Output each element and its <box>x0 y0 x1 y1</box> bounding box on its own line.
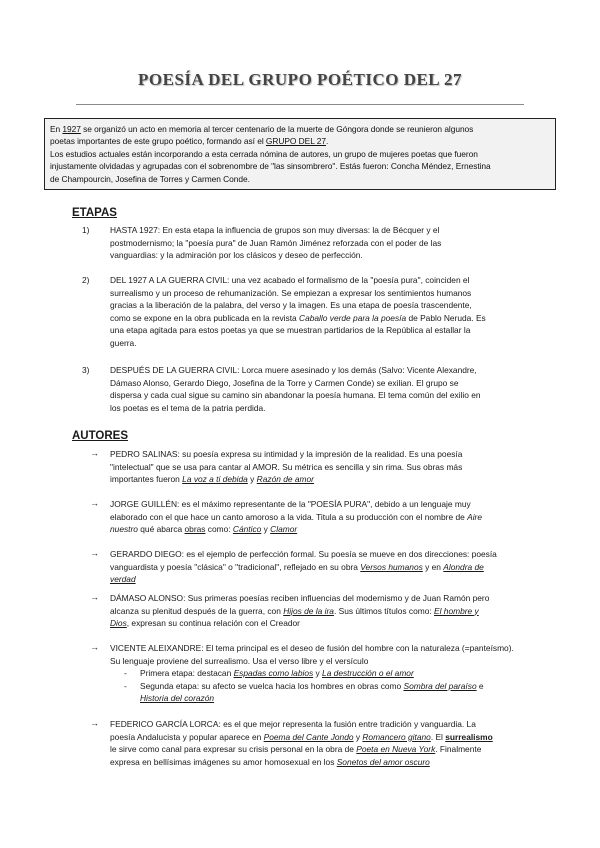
work-title: Alondra de <box>443 561 484 572</box>
etapa-number: 2) <box>82 275 90 285</box>
work-title: Cántico <box>232 524 262 535</box>
work-title: Espadas como labios <box>233 668 314 679</box>
sub-item <box>124 680 540 693</box>
autor-text: y <box>353 731 363 742</box>
intro-line: Los estudios actuales están incorporando a esta cerrada nómina de autores, un grupo de mujeres poetas que fueron <box>50 148 478 159</box>
etapa-number: 3) <box>82 365 90 375</box>
autor-line <box>110 473 540 486</box>
autor-text: expresa en bellísimas imágenes su amor homosexual en los <box>110 756 337 767</box>
work-title: La destrucción o el amor <box>322 668 414 679</box>
autor-item <box>90 592 540 630</box>
autor-item <box>90 642 540 705</box>
autor-text: elaborado con el que hace un canto amoroso a la vida. Titula a su producción con el nombre de <box>110 511 468 522</box>
work-title: Hijos de la ira <box>283 605 334 616</box>
autor-line: JORGE GUILLÉN: es el máximo representante de la "POESÍA PURA", debido a un lenguaje muy <box>110 499 471 509</box>
work-title: Romancero gitano <box>362 731 431 742</box>
autor-line: GERARDO DIEGO: es el ejemplo de perfección formal. Su poesía se mueve en dos direcciones: poesía <box>110 549 497 559</box>
work-title: Versos humanos <box>360 561 423 572</box>
etapa-line <box>110 312 526 325</box>
autor-text: qué abarca <box>137 524 185 535</box>
work-title: Poeta en Nueva York <box>356 744 436 755</box>
work-title: verdad <box>110 574 136 585</box>
autor-line: Su lenguaje proviene del surrealismo. Usa el verso libre y el versículo <box>110 655 369 666</box>
etapa-line: una etapa agitada para estos poetas ya que se muestran partidarios de la República al estallar la <box>110 325 471 336</box>
autor-text: y en <box>422 561 444 572</box>
etapa-item <box>82 274 526 350</box>
autor-text: . Sus últimos títulos como: <box>333 605 435 616</box>
autor-item <box>90 498 540 536</box>
etapa-text: de Pablo Neruda. Es <box>406 312 486 323</box>
work-title: Aire <box>467 511 483 522</box>
etapa-item <box>82 364 526 414</box>
etapa-line: HASTA 1927: En esta etapa la influencia de grupos son muy diversas: la de Bécquer y el <box>110 225 440 235</box>
autor-item <box>90 548 540 586</box>
arrow-bullet-icon: → <box>90 592 99 602</box>
autor-line: VICENTE ALEIXANDRE: El tema principal es el deseo de fusión del hombre con la naturaleza (=panteísmo). <box>110 643 514 653</box>
intro-line <box>50 123 550 135</box>
work-title: El hombre y <box>434 605 479 616</box>
etapa-line: los poetas es el tema de la patria perdida. <box>110 402 266 413</box>
autor-text: como: <box>205 524 233 535</box>
autor-line <box>110 605 540 618</box>
arrow-bullet-icon: → <box>90 498 99 508</box>
sub-item <box>124 667 540 680</box>
autor-text: alcanza su plenitud después de la guerra, con <box>110 605 284 616</box>
intro-text: . <box>325 136 329 147</box>
intro-year: 1927 <box>62 124 81 134</box>
work-title: nuestro <box>110 524 138 535</box>
etapa-line: DESPUÉS DE LA GUERRA CIVIL: Lorca muere asesinado y los demás (Salvo: Vicente Alexandre, <box>110 365 477 375</box>
autor-text: e <box>476 680 484 691</box>
etapa-number: 1) <box>82 225 90 235</box>
autor-text: y <box>261 524 271 535</box>
etapa-line: vanguardias: y la admiración por los clásicos y deseo de perfección. <box>110 250 363 261</box>
etapa-line: DEL 1927 A LA GUERRA CIVIL: una vez acabado el formalismo de la "poesía pura", coinciden el <box>110 275 470 285</box>
autor-line: "intelectual" que se usa para cantar al AMOR. Su métrica es sencilla y sin rima. Sus obras más <box>110 461 463 472</box>
dash-bullet: - <box>124 668 127 679</box>
autor-text: importantes fueron <box>110 474 183 485</box>
arrow-bullet-icon: → <box>90 642 99 652</box>
work-title: Caballo verde para la poesía <box>299 312 407 323</box>
intro-line <box>50 135 550 147</box>
etapa-item <box>82 224 526 262</box>
autor-line: FEDERICO GARCÍA LORCA: es el que mejor representa la fusión entre tradición y vanguardia. La <box>110 719 476 729</box>
autor-line <box>110 731 540 744</box>
intro-group-name: GRUPO DEL 27 <box>265 136 326 147</box>
autor-text: , expresan su continua relación con el Creador <box>126 618 300 629</box>
autor-text: . Finalmente <box>435 744 482 755</box>
autor-line <box>110 573 540 586</box>
dash-bullet: - <box>124 680 127 691</box>
work-title: Dios <box>110 618 127 629</box>
work-title: Clamor <box>270 524 298 535</box>
arrow-bullet-icon: → <box>90 718 99 728</box>
etapa-text: como se expone en la obra publicada en la revista <box>110 312 300 323</box>
page-title: POESÍA DEL GRUPO POÉTICO DEL 27 <box>138 70 462 89</box>
autor-text: Segunda etapa: su afecto se vuelca hacia los hombres en obras como <box>140 680 404 691</box>
autor-item <box>90 718 540 768</box>
autor-text: le sirve como canal para expresar su crisis personal en la obra de <box>110 744 357 755</box>
work-title: Sombra del paraíso <box>403 680 477 691</box>
autor-text: poesía Andalucista y popular aparece en <box>110 731 264 742</box>
etapa-line: postmodernismo; la "poesía pura" de Juan Ramón Jiménez reforzada con el poder de las <box>110 237 442 248</box>
work-title: Poema del Cante Jondo <box>263 731 354 742</box>
sub-item-continuation <box>124 692 540 705</box>
etapa-line: dispersa y cada cual sigue su camino sin abandonar la poesía humana. El tema común del exilio en <box>110 390 481 401</box>
arrow-bullet-icon: → <box>90 448 99 458</box>
intro-line: de Champourcin, Josefina de Torres y Carmen Conde. <box>50 173 250 184</box>
autor-text: obras <box>184 524 206 535</box>
work-title: La voz a ti debida <box>182 474 248 485</box>
etapa-line: Dámaso Alonso, Gerardo Diego, Josefina de la Torre y Carmen Conde) se exilian. El grupo se <box>110 377 459 388</box>
etapa-line: guerra. <box>110 337 137 348</box>
autor-text: surrealismo <box>445 731 493 742</box>
autor-text: . El <box>430 731 446 742</box>
autor-line <box>110 743 540 756</box>
autor-text: y <box>247 474 257 485</box>
work-title: Historia del corazón <box>140 693 215 704</box>
autor-line <box>110 523 540 536</box>
intro-line: injustamente olvidadas y agrupadas con el sobrenombre de "las sinsombrero". Estás fueron: Concha Méndez, Ernestina <box>50 161 491 172</box>
autor-line <box>110 617 540 630</box>
work-title: Razón de amor <box>256 474 314 485</box>
work-title: Sonetos del amor oscuro <box>336 756 430 767</box>
title-divider <box>76 104 524 105</box>
autor-line <box>110 511 540 524</box>
autor-line: DÁMASO ALONSO: Sus primeras poesías reciben influencias del modernismo y de Juan Ramón pero <box>110 593 490 603</box>
autor-text: Primera etapa: destacan <box>140 668 234 679</box>
etapa-line: surrealismo y un proceso de rehumanización. Se empiezan a expresar los sentimientos humanos <box>110 287 472 298</box>
intro-text: En <box>50 124 63 134</box>
autor-item <box>90 448 540 486</box>
autor-text: y <box>313 668 323 679</box>
autor-line <box>110 756 540 769</box>
arrow-bullet-icon: → <box>90 548 99 558</box>
autor-line <box>110 561 540 574</box>
intro-text: poetas importantes de este grupo poético, formando así el <box>50 136 266 147</box>
intro-box <box>44 118 556 190</box>
etapa-line: gracias a la liberación de la palabra, del verso y la imagen. Es una etapa de poesía trascendente, <box>110 300 472 311</box>
autores-heading: AUTORES <box>72 430 129 442</box>
autor-text: vanguardista y poesía "clásica" o "tradicional", reflejado en su obra <box>110 561 361 572</box>
autor-line: PEDRO SALINAS: su poesía expresa su intimidad y la impresión de la realidad. Es una poesía <box>110 449 463 459</box>
intro-text: se organizó un acto en memoria al tercer centenario de la muerte de Góngora donde se reunieron algunos <box>80 124 474 134</box>
etapas-heading: ETAPAS <box>72 207 117 219</box>
